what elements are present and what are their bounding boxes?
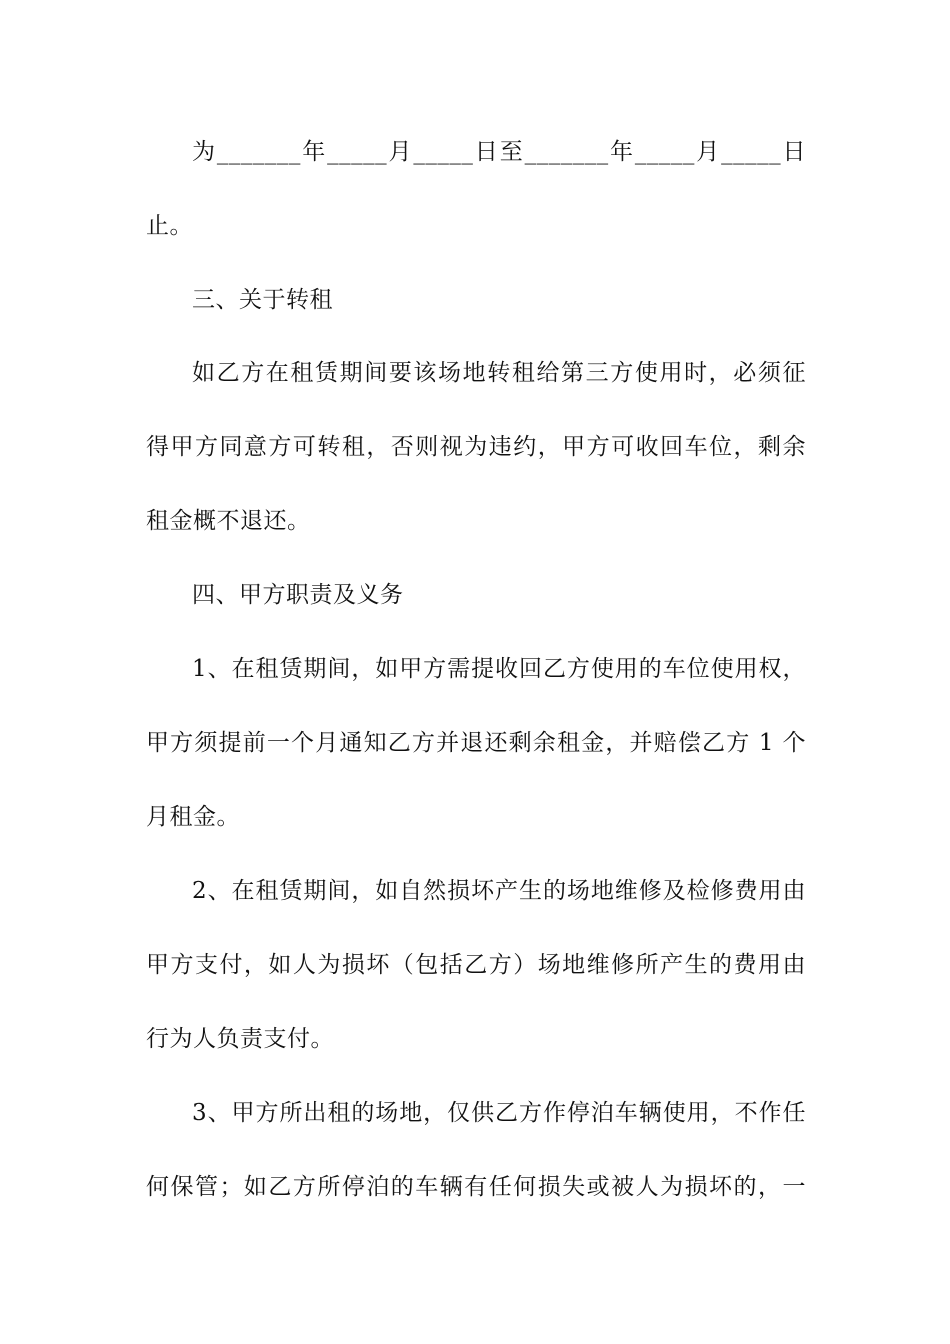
text-line: 租金概不退还。 (146, 508, 311, 534)
section-heading-sublease: 三、关于转租 (192, 287, 333, 313)
text-line: 月租金。 (146, 804, 240, 830)
text-line: 止。 (146, 213, 193, 239)
text-line: 甲方支付，如人为损坏（包括乙方）场地维修所产生的费用由 (146, 952, 806, 978)
text-line: 1、在租赁期间，如甲方需提收回乙方使用的车位使用权， (192, 656, 806, 682)
text-line: 得甲方同意方可转租，否则视为违约，甲方可收回车位，剩余 (146, 434, 806, 460)
text-line: 甲方须提前一个月通知乙方并退还剩余租金，并赔偿乙方 1 个 (146, 730, 806, 756)
text-line: 何保管；如乙方所停泊的车辆有任何损失或被人为损坏的，一 (146, 1174, 806, 1200)
text-line: 行为人负责支付。 (146, 1026, 334, 1052)
text-line: 3、甲方所出租的场地，仅供乙方作停泊车辆使用，不作任 (192, 1100, 806, 1126)
text-line: 如乙方在租赁期间要该场地转租给第三方使用时，必须征 (192, 360, 806, 386)
text-line: 2、在租赁期间，如自然损坏产生的场地维修及检修费用由 (192, 878, 806, 904)
text-line-lease-period: 为_______年_____月_____日至_______年_____月_____日 (192, 139, 806, 165)
section-heading-party-a-duties: 四、甲方职责及义务 (192, 582, 404, 608)
